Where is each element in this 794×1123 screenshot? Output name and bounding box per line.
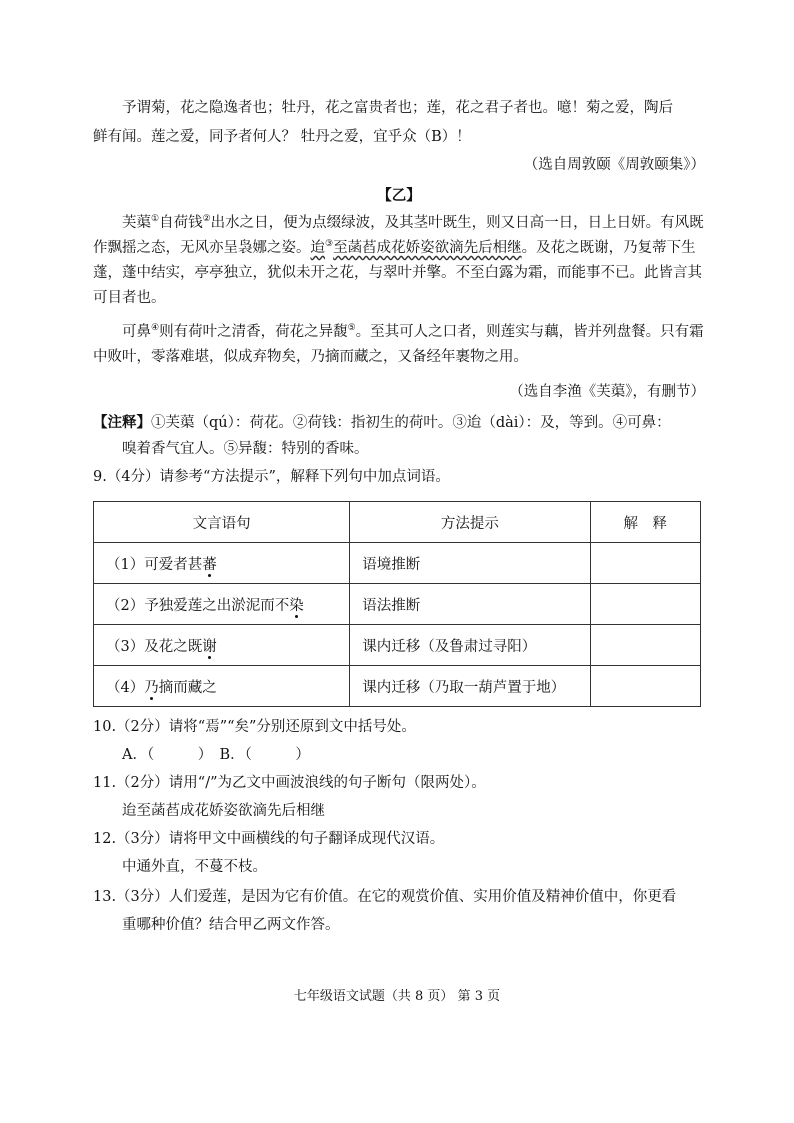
row-sentence: [94, 584, 350, 625]
dotted-word: 蕃: [202, 556, 217, 573]
q12-stem: 12.（3分）请将甲文中画横线的句子翻译成现代汉语。: [93, 831, 445, 847]
q11-stem: 11.（2分）请用“/”为乙文中画波浪线的句子断句（限两处）。: [93, 775, 486, 791]
row-hint: 语法推断: [350, 584, 590, 625]
q12-sentence: 中通外直，不蔓不枝。: [122, 859, 267, 875]
sentence-text: （3）及花之既: [106, 638, 203, 655]
row-hint: 语境推断: [350, 543, 590, 584]
yi-p1-text-c: 出水之日，便为点缀绿波，及其茎叶既生，则又日高一日，日上日妍。有风既作飘摇之态，无风亦呈袅娜之姿。: [93, 215, 704, 256]
header-explanation: 解 释: [590, 502, 701, 543]
yi-p2-text-c: 。至其可人之口者，则莲实与藕，皆并列盘餐。只有霜中败叶，零落难堪，似成弃物矣，乃摘而藏之，又备经年裹物之用。: [93, 324, 704, 365]
yi-heading: 【乙】: [377, 187, 421, 204]
table-row: [94, 584, 701, 625]
answer-cell[interactable]: [590, 666, 701, 707]
note-mark-3: ③: [325, 239, 334, 250]
answer-cell[interactable]: [590, 584, 701, 625]
yi-p1-text-a: 芙蕖: [122, 215, 151, 231]
yi-p2-text-b: 则有荷叶之清香，荷花之异馥: [159, 324, 348, 340]
answer-cell[interactable]: [590, 543, 701, 584]
jia-source: （选自周敦颐《周敦颐集》）: [523, 157, 705, 173]
sentence-text: （1）可爱者甚: [106, 556, 203, 573]
q9-table: [93, 501, 701, 707]
sentence-text-tail: 摘而藏之: [158, 679, 217, 696]
dotted-word: 谢: [202, 638, 217, 655]
jia-line-2: 鲜有闻。莲之爱，同予者何人？ 牡丹之爱，宜乎众（B）！: [93, 129, 471, 145]
dotted-word: 染: [289, 597, 304, 614]
notes-line-1: [93, 410, 705, 436]
note-mark-5: ⑤: [347, 323, 356, 334]
q13-line-1: 13.（3分）人们爱莲，是因为它有价值。在它的观赏价值、实用价值及精神价值中，你更看: [93, 889, 677, 905]
row-hint: 课内迁移（及鲁肃过寻阳）: [350, 625, 590, 666]
yi-paragraph-1: [93, 211, 705, 311]
q9-stem: 9.（4分）请参考“方法提示”，解释下列句中加点词语。: [93, 469, 450, 485]
note-mark-1: ①: [151, 214, 160, 225]
q10-options[interactable]: A．（ ） B．（ ）: [122, 747, 310, 763]
table-row: [94, 625, 701, 666]
notes-line-2: 嗅着香气宜人。⑤异馥：特别的香味。: [122, 441, 369, 457]
row-sentence: [94, 625, 350, 666]
yi-p2-text-a: 可鼻: [122, 324, 151, 340]
jia-line-1: 予谓菊，花之隐逸者也；牡丹，花之富贵者也；莲，花之君子者也。噫！菊之爱，陶后: [122, 100, 673, 116]
page-footer: 七年级语文试题（共 8 页） 第 3 页: [293, 989, 501, 1004]
q11-sentence: 迨至菡萏成花娇姿欲滴先后相继: [122, 803, 325, 819]
yi-p1-text-d: 。及花之既谢，乃复蒂下生蓬，蓬中结实，亭亭独立，犹似未开之花，与翠叶并擎。不至白露为霜，而能事不已。此皆言其可目者也。: [93, 240, 702, 306]
table-row: [94, 666, 701, 707]
row-sentence: [94, 543, 350, 584]
notes-label: 【注释】: [93, 414, 151, 431]
wavy-sentence-start: 迨: [310, 240, 325, 256]
sentence-text: （2）予独爱莲之出淤泥而不: [106, 597, 290, 614]
dotted-word: 乃: [144, 679, 159, 696]
sentence-text: （4）: [106, 679, 145, 696]
header-method: 方法提示: [350, 502, 590, 543]
header-sentence: 文言语句: [94, 502, 350, 543]
table-header-row: [94, 502, 701, 543]
wavy-sentence: 至菡萏成花娇姿欲滴先后相继: [333, 240, 522, 256]
table-row: [94, 543, 701, 584]
notes-text-1: ①芙蕖（qú）：荷花。②荷钱：指初生的荷叶。③迨（dài）：及，等到。④可鼻：: [151, 415, 671, 431]
row-hint: 课内迁移（乃取一葫芦置于地）: [350, 666, 590, 707]
q13-line-2: 重哪种价值？结合甲乙两文作答。: [122, 917, 340, 933]
yi-p1-text-b: 自荷钱: [159, 215, 203, 231]
row-sentence: [94, 666, 350, 707]
note-mark-4: ④: [151, 323, 160, 334]
yi-paragraph-2: [93, 320, 705, 370]
answer-cell[interactable]: [590, 625, 701, 666]
yi-source: （选自李渔《芙蕖》，有删节）: [509, 384, 705, 400]
note-mark-2: ②: [202, 214, 211, 225]
q10-stem: 10.（2分）请将“焉”“矣”分别还原到文中括号处。: [93, 719, 416, 735]
